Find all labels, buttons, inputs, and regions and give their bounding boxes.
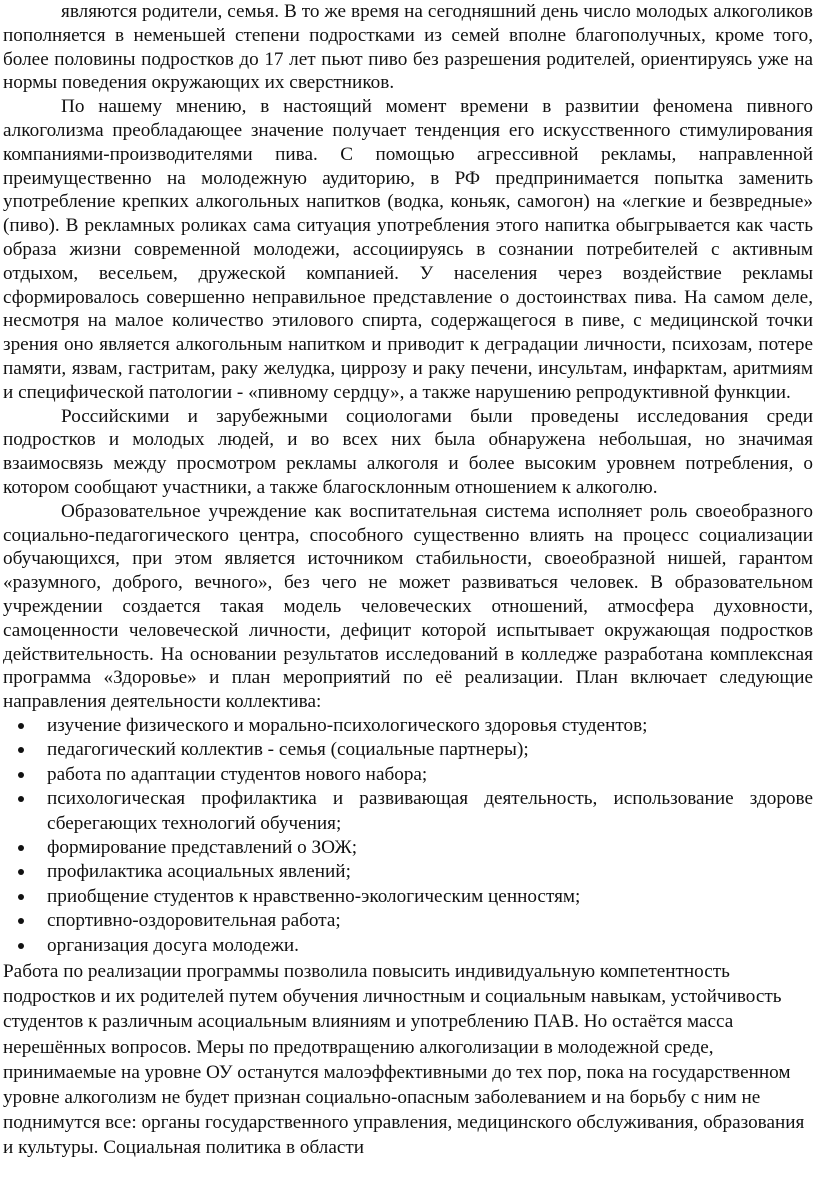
bullet-icon xyxy=(18,796,24,802)
bullet-icon xyxy=(18,747,24,753)
list-item: психологическая профилактика и развивающая деятельность, использование здорове сберегающих технологий обучения; xyxy=(3,787,813,836)
bullet-icon xyxy=(18,943,24,949)
paragraph-program-results: Работа по реализации программы позволила повысить индивидуальную компетентность подростков и их родителей путем обучения личностным и социальным навыкам, устойчивость студентов к различным асоциальным влияниям и употреблению ПАВ. Но остаётся масса нерешённых вопросов. Меры по предотвращению алкоголизации в молодежной среде, принимаемые на уровне ОУ останутся малоэффективными до тех пор, пока на государственном уровне алкоголизм не будет признан социально-опасным заболеванием и на борьбу с ним не поднимутся все: органы государственного управления, медицинского обслуживания, образования и культуры. Социальная политика в области xyxy=(3,960,805,1159)
list-item: приобщение студентов к нравственно-экологическим ценностям; xyxy=(3,885,813,909)
list-item: изучение физического и морально-психологического здоровья студентов; xyxy=(3,714,813,738)
bullet-icon xyxy=(18,723,24,729)
list-item: спортивно-оздоровительная работа; xyxy=(3,909,813,933)
list-item: формирование представлений о ЗОЖ; xyxy=(3,836,813,860)
list-item: работа по адаптации студентов нового набора; xyxy=(3,763,813,787)
bullet-icon xyxy=(18,845,24,851)
paragraph-beer-advertising: По нашему мнению, в настоящий момент времени в развитии феномена пивного алкоголизма преобладающее значение получает тенденция его искусственного стимулирования компаниями-производителями пива. С помощью агрессивной рекламы, направленной преимущественно на молодежную аудиторию, в РФ предпринимается попытка заменить употребление крепких алкогольных напитков (водка, коньяк, самогон) на «легкие и безвредные» (пиво). В рекламных роликах сама ситуация употребления этого напитка обыгрывается как часть образа жизни современной молодежи, ассоциируясь в сознании потребителей с активным отдыхом, весельем, дружеской компанией. У населения через воздействие рекламы сформировалось совершенно неправильное представление о достоинствах пива. На самом деле, несмотря на малое количество этилового спирта, содержащегося в пиве, с медицинской точки зрения оно является алкогольным напитком и приводит к деградации личности, психозам, потере памяти, язвам, гастритам, раку желудка, циррозу и раку печени, инсультам, инфарктам, аритмиям и специфической патологии - «пивному сердцу», а также нарушению репродуктивной функции. xyxy=(3,96,813,403)
paragraph-family-influence: являются родители, семья. В то же время на сегодняшний день число молодых алкоголиков пополняется в неменьшей степени подростками из семей вполне благополучных, кроме того, более половины подростков до 17 лет пьют пиво без разрешения родителей, ориентируясь уже на нормы поведения окружающих их сверстников. xyxy=(3,1,813,94)
bullet-icon xyxy=(18,772,24,778)
bullet-icon xyxy=(18,918,24,924)
list-item: педагогический коллектив - семья (социальные партнеры); xyxy=(3,738,813,762)
paragraph-sociological-research: Российскими и зарубежными социологами были проведены исследования среди подростков и молодых людей, и во всех них была обнаружена небольшая, но значимая взаимосвязь между просмотром рекламы алкоголя и более высоким уровнем потребления, о котором сообщают участники, а также благосклонным отношением к алкоголю. xyxy=(3,405,813,498)
bullet-icon xyxy=(18,869,24,875)
bullet-icon xyxy=(18,894,24,900)
paragraph-educational-institution: Образовательное учреждение как воспитательная система исполняет роль своеобразного социально-педагогического центра, способного существенно влиять на процесс социализации обучающихся, при этом является источником стабильности, своеобразной нишей, гарантом «разумного, доброго, вечного», без чего не может развиваться человек. В образовательном учреждении создается такая модель человеческих отношений, атмосфера духовности, самоценности человеческой личности, дефицит которой испытывает окружающая подростков действительность. На основании результатов исследований в колледже разработана комплексная программа «Здоровье» и план мероприятий по её реализации. План включает следующие направления деятельности коллектива: xyxy=(3,500,813,713)
activity-directions-list xyxy=(3,714,813,958)
list-item: профилактика асоциальных явлений; xyxy=(3,860,813,884)
list-item: организация досуга молодежи. xyxy=(3,934,813,958)
